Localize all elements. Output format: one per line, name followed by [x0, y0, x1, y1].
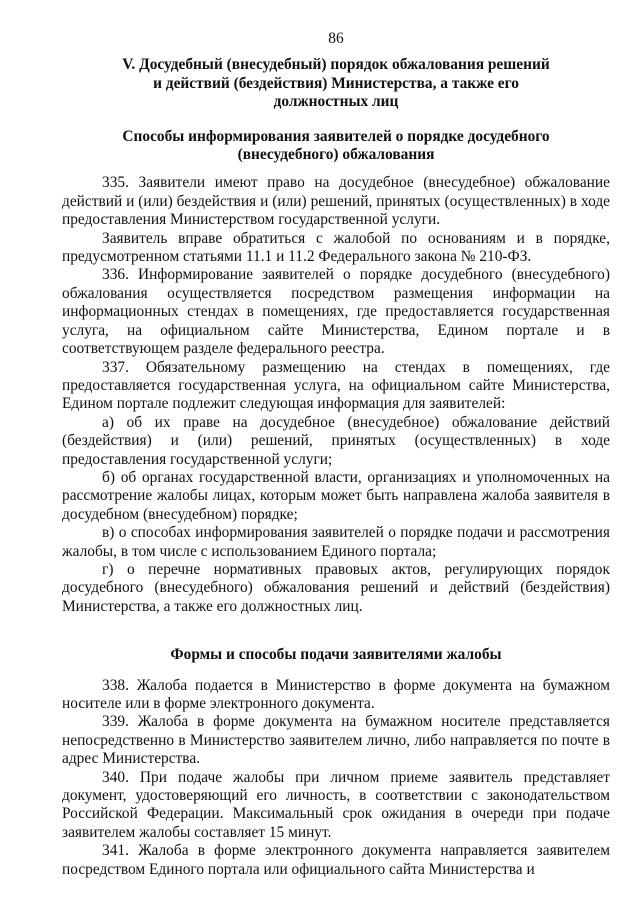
list-item-b: б) об органах государственной власти, организациях и уполномоченных на рассмотрение жалобы лицах, которым может быть направлена жалоба заявителя в досудебном (внесудебном) порядке; — [62, 468, 610, 523]
list-item-g: г) о перечне нормативных правовых актов, регулирующих порядок досудебного (внесудебного) обжалования решений и действий (бездействия) Министерства, а также его должностных лиц. — [62, 560, 610, 615]
paragraph-339: 339. Жалоба в форме документа на бумажном носителе представляется непосредственно в Министерство заявителем лично, либо направляется по почте в адрес Министерства. — [62, 713, 610, 768]
list-item-v: в) о способах информирования заявителей о порядке подачи и рассмотрения жалобы, в том числе с использованием Единого портала; — [62, 524, 610, 560]
paragraph-341: 341. Жалоба в форме электронного документа направляется заявителем посредством Единого портала или официального сайта Министерства и — [62, 842, 610, 878]
section-heading: V. Досудебный (внесудебный) порядок обжалования решений и действий (бездействия) Министерства, а также его должностных лиц — [122, 56, 550, 111]
paragraph-335: 335. Заявители имеют право на досудебное (внесудебное) обжалование действий и (или) бездействия и (или) решений, принятых (осуществленных) в ходе предоставления Министерством государственной услуги. — [62, 174, 610, 229]
subsection-heading-informing: Способы информирования заявителей о порядке досудебного (внесудебного) обжалования — [122, 127, 550, 164]
page-number: 86 — [328, 30, 344, 47]
paragraph-340: 340. При подаче жалобы при личном приеме заявитель представляет документ, удостоверяющий его личность, в соответствии с законодательством Российской Федерации. Максимальный срок ожидания в очереди при подаче заявителем жалобы составляет 15 минут. — [62, 768, 610, 841]
paragraph-337: 337. Обязательному размещению на стендах в помещениях, где предоставляется государственная услуга, на официальном сайте Министерства, Едином портале подлежит следующая информация для заявителей: — [62, 358, 610, 413]
paragraph-335-appeal: Заявитель вправе обратиться с жалобой по основаниям и в порядке, предусмотренном статьями 11.1 и 11.2 Федерального закона № 210-ФЗ. — [62, 229, 610, 266]
paragraph-336: 336. Информирование заявителей о порядке досудебного (внесудебного) обжалования осуществляется посредством размещения информации на информационных стендах в помещениях, где предоставляется государственная услуга, на официальном сайте Министерства, Едином портале и в соответствующем разделе федерального реестра. — [62, 266, 610, 358]
document-page — [62, 30, 610, 879]
paragraph-338: 338. Жалоба подается в Министерство в форме документа на бумажном носителе или в форме электронного документа. — [62, 676, 610, 712]
list-item-a: а) об их праве на досудебное (внесудебное) обжалование действий (бездействия) и (или) решений, принятых (осуществленных) в ходе предоставления государственной услуги; — [62, 413, 610, 468]
subsection-heading-forms: Формы и способы подачи заявителями жалобы — [170, 646, 502, 664]
